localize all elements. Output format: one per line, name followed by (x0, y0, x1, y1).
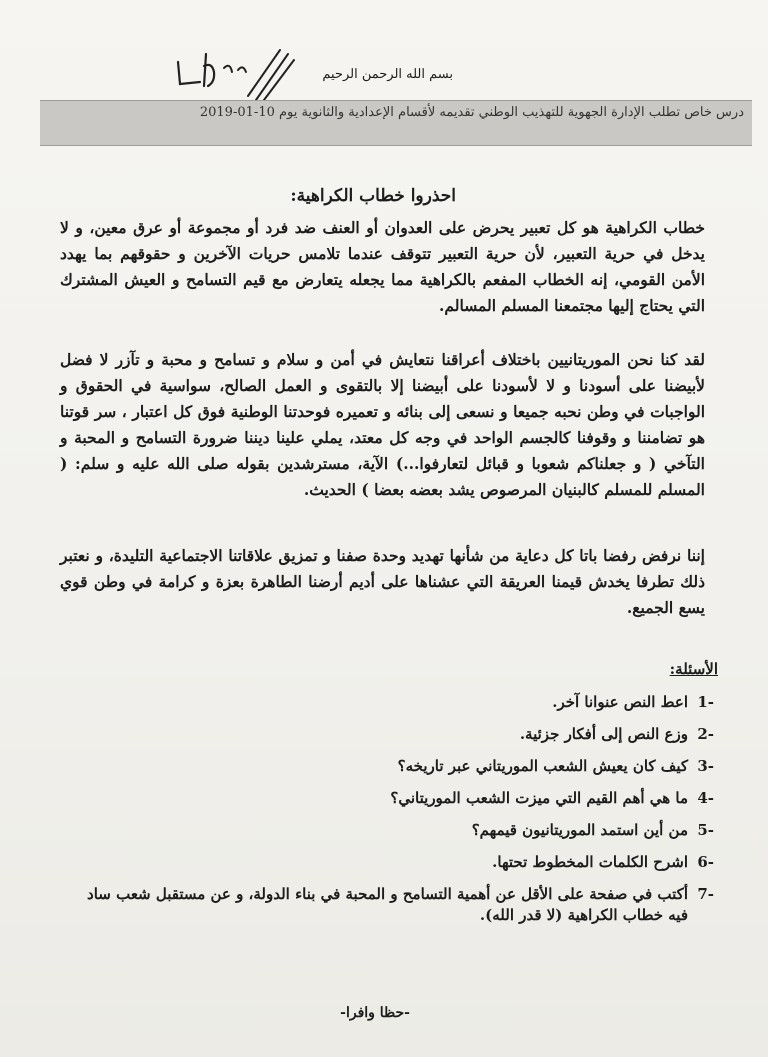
banner-text: درس خاص تطلب الإدارة الجهوية للتهذيب الوطني تقديمه لأقسام الإعدادية والثانوية يوم 10-01-2019 (199, 105, 744, 120)
question-number: -3 (697, 757, 714, 775)
question-number: -5 (697, 821, 714, 839)
question-number: -7 (697, 885, 714, 903)
header-banner (40, 100, 752, 146)
question-text: كيف كان يعيش الشعب الموريتاني عبر تاريخه؟ (397, 757, 688, 775)
question-text: أكتب في صفحة على الأقل عن أهمية التسامح و المحبة في بناء الدولة، و عن مستقبل شعب ساد فيه خطاب الكراهية (لا قدر الله). (87, 885, 688, 924)
question-item (74, 724, 714, 745)
basmala: بسم الله الرحمن الرحيم (322, 67, 453, 82)
question-item (74, 756, 714, 777)
question-item (74, 820, 714, 841)
paragraph-1: خطاب الكراهية هو كل تعبير يحرض على العدوان أو العنف ضد فرد أو مجموعة أو عرق معين، و لا يدخل في حرية التعبير، لأن حرية التعبير تتوقف عندما تلامس حريات الآخرين و حقوقهم بما يهدد الأمن القومي، إنه الخطاب المفعم بالكراهية مما يجعله يتعارض مع قيم التسامح و العيش المشترك التي يحتاج إليها مجتمعنا المسلم المسالم. (60, 218, 705, 315)
question-text: وزع النص إلى أفكار جزئية. (519, 725, 688, 743)
questions-list (74, 692, 714, 937)
question-number: -1 (697, 693, 714, 711)
question-text: اشرح الكلمات المخطوط تحتها. (492, 853, 688, 871)
question-number: -6 (697, 853, 714, 871)
handwritten-signature (168, 42, 298, 102)
paragraph-3: إننا نرفض رفضا باتا كل دعاية من شأنها تهديد وحدة صفنا و تمزيق علاقاتنا الاجتماعية التليدة، و نعتبر ذلك تطرفا يخدش قيمنا العريقة التي عشناها على أديم أرضنا الطاهرة بعزة و كرامة في وطن قوي يسع الجميع. (60, 546, 705, 617)
question-number: -4 (697, 789, 714, 807)
paragraph-2: لقد كنا نحن الموريتانيين باختلاف أعراقنا نتعايش في أمن و سلام و تسامح و محبة و تآزر لا فضل لأبيضنا على أسودنا و لا لأسودنا على أبيضنا إلا بالتقوى و العمل الصالح، سواسية في الحقوق و الواجبات في وطن نحبه جميعا و نسعى إلى بنائه و تعميره فوحدتنا الوطنية فوق كل اعتبار ، سر قوتنا هو تضامننا و وقوفنا كالجسم الواحد في وجه كل معتد، يملي علينا ديننا ضرورة التسامح و المحبة و التآخي ( و جعلناكم شعوبا و قبائل لتعارفوا...) الآية، مسترشدين بقوله صلى الله عليه و سلم: ( المسلم للمسلم كالبنيان المرصوص يشد بعضه بعضا ) الحديث. (60, 350, 705, 499)
question-number: -2 (697, 725, 714, 743)
questions-heading: الأسئلة: (669, 660, 718, 678)
question-text: من أين استمد الموريتانيون قيمهم؟ (471, 821, 688, 839)
question-item (74, 884, 714, 926)
question-text: اعط النص عنوانا آخر. (552, 693, 688, 711)
question-text: ما هي أهم القيم التي ميزت الشعب الموريتاني؟ (390, 789, 688, 807)
question-item (74, 852, 714, 873)
page-title: احذروا خطاب الكراهية: (290, 186, 456, 206)
closing-wish: -حظا وافرا- (340, 1005, 410, 1021)
question-item (74, 692, 714, 713)
question-item (74, 788, 714, 809)
